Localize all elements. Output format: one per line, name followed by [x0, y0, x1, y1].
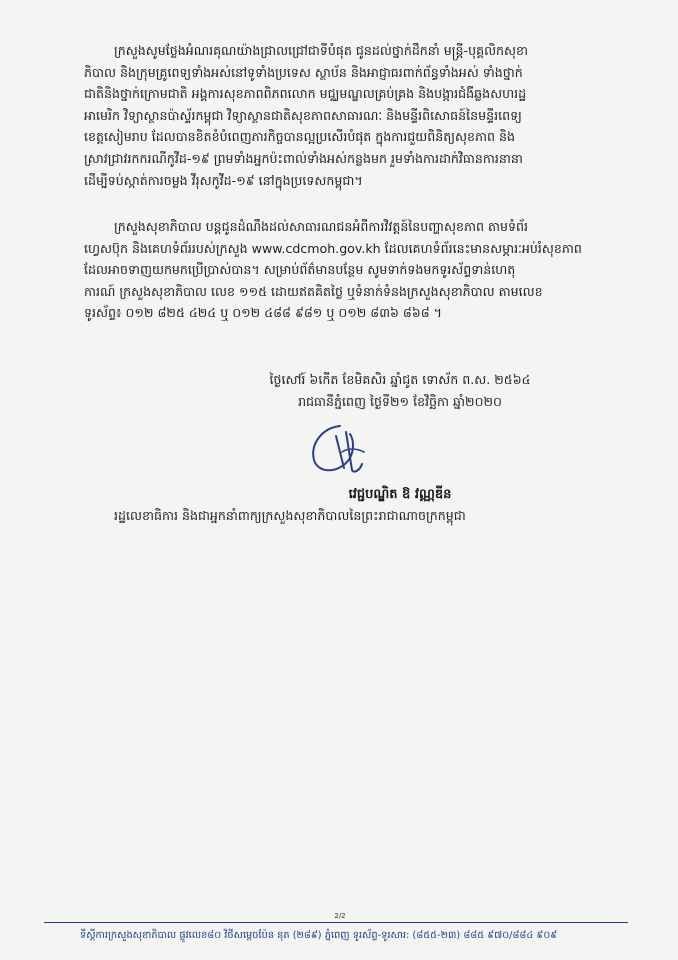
paragraph-acknowledgement — [84, 40, 632, 191]
text-line: ដើម្បីទប់ស្កាត់ការចម្លង វីរុសកូវីដ-១៩ នៅក្នុងប្រទេសកម្ពុជា។ — [84, 172, 363, 188]
text-line: ខេត្តសៀមរាប ដែលបានខិតខំបំពេញភារកិច្ចបានល្អប្រសើរបំផុត ក្នុងការជួយពិនិត្យសុខភាព និង — [84, 129, 515, 145]
handwritten-signature — [300, 418, 380, 482]
solar-date: រាជធានីភ្នំពេញ ថ្ងៃទី២១ ខែវិច្ឆិកា ឆ្នាំ២០២០ — [298, 394, 502, 409]
text-line: ការណ៍ ក្រសួងសុខាភិបាល លេខ ១១៥ ដោយឥតគិតថ្លៃ ឬទំនាក់ទំនងក្រសួងសុខាភិបាល តាមលេខ — [84, 283, 543, 299]
paragraph-information — [84, 216, 632, 324]
text-line: ភិបាល និងក្រុមគ្រូពេទ្យទាំងអស់នៅទូទាំងប្រទេស ស្ថាប័ន និងអាជ្ញាធរពាក់ព័ន្ធទាំងអស់ ទាំងថ្នាក់ — [84, 64, 523, 80]
signatory-name: វេជ្ជបណ្ឌិត ឱ វណ្ណឌីន — [348, 487, 452, 502]
text-line: ជាតិនិងថ្នាក់ក្រោមជាតិ អង្គការសុខភាពពិភពលោក មជ្ឈមណ្ឌលគ្រប់គ្រង និងបង្ការជំងឺឆ្លងសហរដ្ឋ — [84, 86, 527, 102]
text-line: ដែលអាចទាញយកមកប្រើប្រាស់បាន។ សម្រាប់ព័ត៌មានបន្ថែម សូមទាក់ទងមកទូរស័ព្ទទាន់ហេតុ — [84, 262, 516, 278]
footer-divider — [44, 922, 628, 923]
signatory-role: រដ្ឋលេខាធិការ និងជាអ្នកនាំពាក្យក្រសួងសុខាភិបាលនៃព្រះរាជាណាចក្រកម្ពុជា — [114, 508, 466, 523]
text-line: ស្រាវជ្រាវរកករណីកូវីដ-១៩ ព្រមទាំងអ្នកប៉ះពាល់ទាំងអស់កន្លងមក រួមទាំងការដាក់វិធានការនានា — [84, 150, 523, 166]
page-number: 2/2 — [334, 912, 346, 920]
text-line: ទូរស័ព្ទ៖ ០១២ ៨២៥ ៤២៤ ឬ ០១២ ៤៨៨ ៩៨១ ឬ ០១២ ៨៣៦ ៨៦៨ ។ — [84, 305, 442, 321]
lunar-date: ថ្ងៃសៅរ៍ ៦កើត ខែមិគសិរ ឆ្នាំជូត ទោស័ក ព.ស. ២៥៦៤ — [269, 372, 531, 387]
text-line: ក្រសួងសុខាភិបាល បន្តជូនដំណឹងដល់សាធារណជនអំពីការវិវត្តន៍នៃបញ្ហាសុខភាព តាមទំព័រ — [114, 219, 528, 234]
text-line: ហ្វេសប៊ុក និងគេហទំព័ររបស់ក្រសួង www.cdcmoh.gov.kh ដែលគេហទំព័រនេះមានសម្ភារៈអប់រំសុខភាព — [84, 240, 582, 256]
text-line: ក្រសួងសូមថ្លែងអំណរគុណយ៉ាងជ្រាលជ្រៅជាទីបំផុត ជូនដល់ថ្នាក់ដឹកនាំ មន្ត្រី-បុគ្គលិកសុខា — [114, 43, 529, 58]
text-line: អាមេរិក វិទ្យាស្ថានប៉ាស្ទ័រកម្ពុជា វិទ្យាស្ថានជាតិសុខភាពសាធារណៈ និងមន្ទីរពិសោធន៍នៃមន្ទីរពេទ្យ — [84, 107, 522, 123]
footer-address: ទីស្តីការក្រសួងសុខាភិបាល ផ្លូវលេខ៨០ វិថីសម្តេចប៉ែន នុត (២៨៩) ភ្នំពេញ ទូរស័ព្ទ-ទូរសារ: (៨៥៥-២៣) ៨៨៥ ៩៧០/៨៨៤ ៩០៩ — [80, 930, 558, 941]
